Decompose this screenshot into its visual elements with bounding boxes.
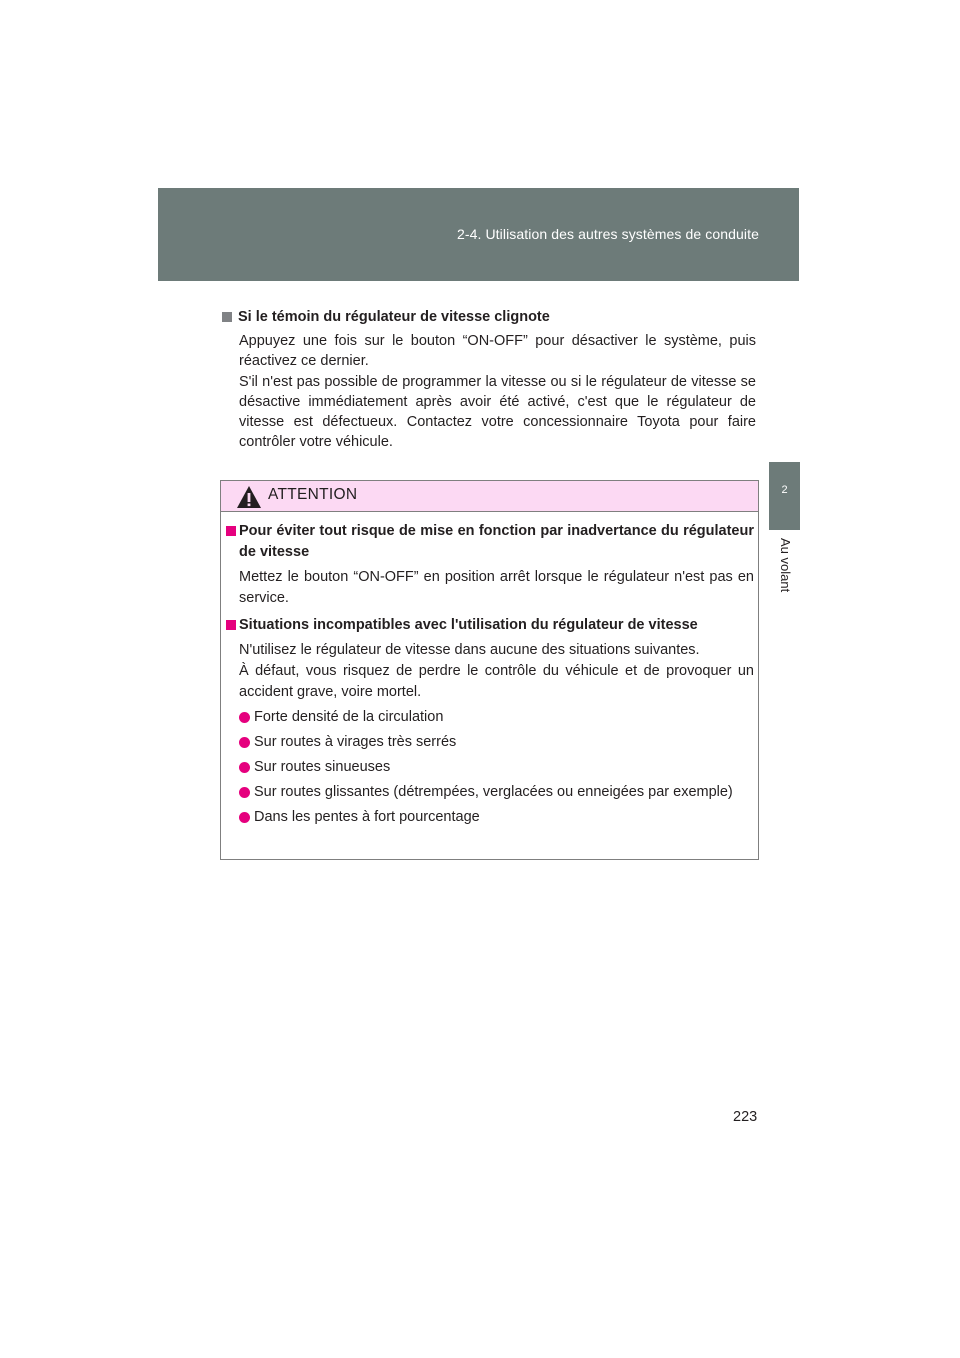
attention-body <box>226 521 754 828</box>
attention-text: À défaut, vous risquez de perdre le contrôle du véhicule et de provoquer un accident grave, voire mortel. <box>239 663 754 700</box>
attention-title: ATTENTION <box>268 486 358 503</box>
list-item: Sur routes à virages très serrés <box>239 732 754 753</box>
paragraph: S'il n'est pas possible de programmer la vitesse ou si le régulateur de vitesse se désactive immédiatement après avoir été activé, c'est que le régulateur de vitesse est défectueux. Contactez votre concessionnaire Toyota pour faire contrôler votre véhicule. <box>239 373 756 451</box>
square-bullet-icon <box>226 620 236 630</box>
square-bullet-icon <box>226 526 236 536</box>
chapter-tab <box>769 462 800 530</box>
attention-section-heading: Pour éviter tout risque de mise en fonction par inadvertance du régulateur de vitesse <box>226 521 754 563</box>
attention-text: N'utilisez le régulateur de vitesse dans aucune des situations suivantes. <box>239 642 700 658</box>
attention-header <box>221 481 758 512</box>
section-title: 2-4. Utilisation des autres systèmes de conduite <box>456 226 759 242</box>
chapter-number: 2 <box>781 484 788 496</box>
list-item: Dans les pentes à fort pourcentage <box>239 807 754 828</box>
list-item: Sur routes sinueuses <box>239 757 754 778</box>
attention-text: Mettez le bouton “ON-OFF” en position arrêt lorsque le régulateur n'est pas en service. <box>239 569 754 606</box>
main-content <box>222 306 756 453</box>
warning-triangle-icon <box>236 485 262 509</box>
chapter-label: Au volant <box>778 538 793 593</box>
list-item: Sur routes glissantes (détrempées, verglacées ou enneigées par exemple) <box>239 782 754 803</box>
attention-box <box>220 480 759 860</box>
square-bullet-icon <box>222 312 232 322</box>
circle-bullet-icon <box>239 812 250 823</box>
list-item: Forte densité de la circulation <box>239 707 754 728</box>
circle-bullet-icon <box>239 712 250 723</box>
circle-bullet-icon <box>239 762 250 773</box>
topic-heading-text: Si le témoin du régulateur de vitesse clignote <box>238 309 550 325</box>
section-header-bar <box>158 188 799 281</box>
circle-bullet-icon <box>239 737 250 748</box>
attention-section-heading: Situations incompatibles avec l'utilisation du régulateur de vitesse <box>226 615 754 636</box>
paragraph: Appuyez une fois sur le bouton “ON-OFF” pour désactiver le système, puis réactivez ce dernier. <box>239 333 756 370</box>
circle-bullet-icon <box>239 787 250 798</box>
page-number: 223 <box>733 1109 758 1125</box>
topic-heading <box>222 306 756 328</box>
